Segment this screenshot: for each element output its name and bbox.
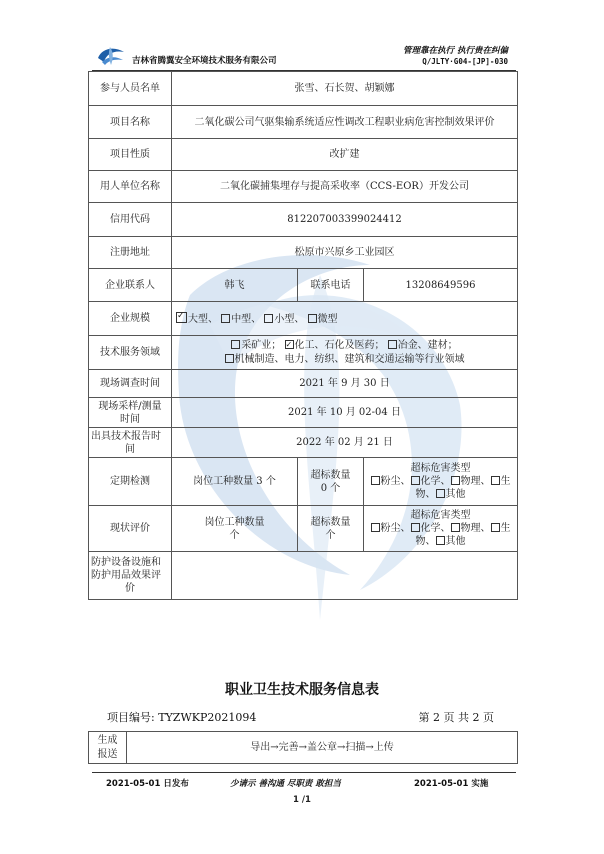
page-header [0, 0, 604, 70]
checkbox[interactable] [371, 523, 380, 532]
contact-label: 企业联系人 [89, 269, 172, 302]
checkbox[interactable] [411, 523, 420, 532]
table-row [89, 269, 518, 302]
checkbox[interactable] [491, 476, 500, 485]
scale-label: 企业规模 [89, 302, 172, 336]
periodic-exceed: 超标数量 0 个 [298, 458, 364, 506]
domain-label: 技术服务领域 [89, 336, 172, 370]
company-name: 吉林省腾翼安全环境技术服务有限公司 [132, 56, 277, 66]
protection-label: 防护设备设施和 防护用品效果评 价 [89, 552, 172, 600]
table-row [89, 458, 518, 506]
periodic-hazard: 超标危害类型 粉尘、 化学、 物理、 生 物、 其他 [364, 458, 518, 506]
checkbox[interactable] [411, 476, 420, 485]
status-exceed: 超标数量 个 [298, 506, 364, 552]
checkbox[interactable] [388, 340, 397, 349]
participants-value: 张雪、石长贺、胡颖娜 [172, 72, 518, 106]
project-nature-value: 改扩建 [172, 139, 518, 171]
table-row [89, 398, 518, 428]
issue-date: 2021-05-01 日发布 [106, 779, 189, 789]
phone-value: 13208649596 [364, 269, 518, 302]
address-value: 松原市兴原乡工业园区 [172, 237, 518, 269]
checkbox[interactable] [264, 314, 273, 323]
table-row [89, 106, 518, 139]
checkbox-checked[interactable]: ✓ [285, 339, 293, 349]
table-row [89, 171, 518, 203]
table-row [89, 139, 518, 171]
project-name-value: 二氧化碳公司气驱集输系统适应性调改工程职业病危害控制效果评价 [172, 106, 518, 139]
credit-code-value: 812207003399024412 [172, 203, 518, 237]
survey-time-value: 2021 年 9 月 30 日 [172, 370, 518, 398]
table-row [89, 302, 518, 336]
table-row [89, 336, 518, 370]
table-row [89, 237, 518, 269]
project-nature-label: 项目性质 [89, 139, 172, 171]
checkbox[interactable] [221, 314, 230, 323]
protection-value [172, 552, 518, 600]
implement-date: 2021-05-01 实施 [414, 779, 489, 789]
scale-options: ✓ 大型、 中型、 小型、 微型 [172, 302, 518, 336]
sampling-time-label: 现场采样/测量 时间 [89, 398, 172, 428]
status-hazard: 超标危害类型 粉尘、 化学、 物理、 生 物、 其他 [364, 506, 518, 552]
table-row [89, 370, 518, 398]
company-logo-icon [96, 44, 126, 66]
participants-label: 参与人员名单 [89, 72, 172, 106]
checkbox-checked[interactable]: ✓ [176, 312, 187, 323]
info-table [88, 71, 518, 600]
checkbox[interactable] [308, 314, 317, 323]
periodic-posts: 岗位工种数量 3 个 [172, 458, 298, 506]
checkbox[interactable] [231, 340, 240, 349]
report-time-label: 出具技术报告时 间 [89, 428, 172, 458]
flow-label: 生成 报送 [89, 732, 127, 764]
contact-name: 韩飞 [172, 269, 298, 302]
table-row [89, 732, 518, 764]
table-row [89, 552, 518, 600]
document-number: Q/JLTY·G04-[JP]-030 [422, 57, 508, 66]
checkbox[interactable] [451, 476, 460, 485]
footer-motto: 少请示 善沟通 尽职责 敢担当 [230, 779, 341, 789]
project-number: 项目编号: TYZWKP2021094 [107, 711, 257, 724]
status-posts: 岗位工种数量 个 [172, 506, 298, 552]
status-label: 现状评价 [89, 506, 172, 552]
credit-code-label: 信用代码 [89, 203, 172, 237]
header-slogan: 管理靠在执行 执行贵在纠偏 [403, 46, 508, 56]
table-row [89, 506, 518, 552]
checkbox[interactable] [371, 476, 380, 485]
sampling-time-value: 2021 年 10 月 02-04 日 [172, 398, 518, 428]
phone-label: 联系电话 [298, 269, 364, 302]
checkbox[interactable] [436, 489, 445, 498]
address-label: 注册地址 [89, 237, 172, 269]
table-row [89, 203, 518, 237]
survey-time-label: 现场调查时间 [89, 370, 172, 398]
checkbox[interactable] [491, 523, 500, 532]
employer-value: 二氧化碳捕集埋存与提高采收率（CCS-EOR）开发公司 [172, 171, 518, 203]
footer-divider [92, 772, 516, 773]
domain-options: 采矿业； ✓ 化工、石化及医药； 冶金、建材； 机械制造、电力、纺织、建筑和交通运输等行业领域 [172, 336, 518, 370]
periodic-label: 定期检测 [89, 458, 172, 506]
flow-steps: 导出→完善→盖公章→扫描→上传 [127, 732, 518, 764]
project-name-label: 项目名称 [89, 106, 172, 139]
checkbox[interactable] [436, 536, 445, 545]
checkbox[interactable] [225, 354, 234, 363]
page-number: 1 /1 [293, 795, 311, 805]
table-row [89, 72, 518, 106]
flow-table [88, 731, 518, 764]
employer-label: 用人单位名称 [89, 171, 172, 203]
table-row [89, 428, 518, 458]
page-info: 第 2 页 共 2 页 [418, 711, 494, 724]
section-title: 职业卫生技术服务信息表 [225, 682, 379, 698]
report-time-value: 2022 年 02 月 21 日 [172, 428, 518, 458]
checkbox[interactable] [451, 523, 460, 532]
